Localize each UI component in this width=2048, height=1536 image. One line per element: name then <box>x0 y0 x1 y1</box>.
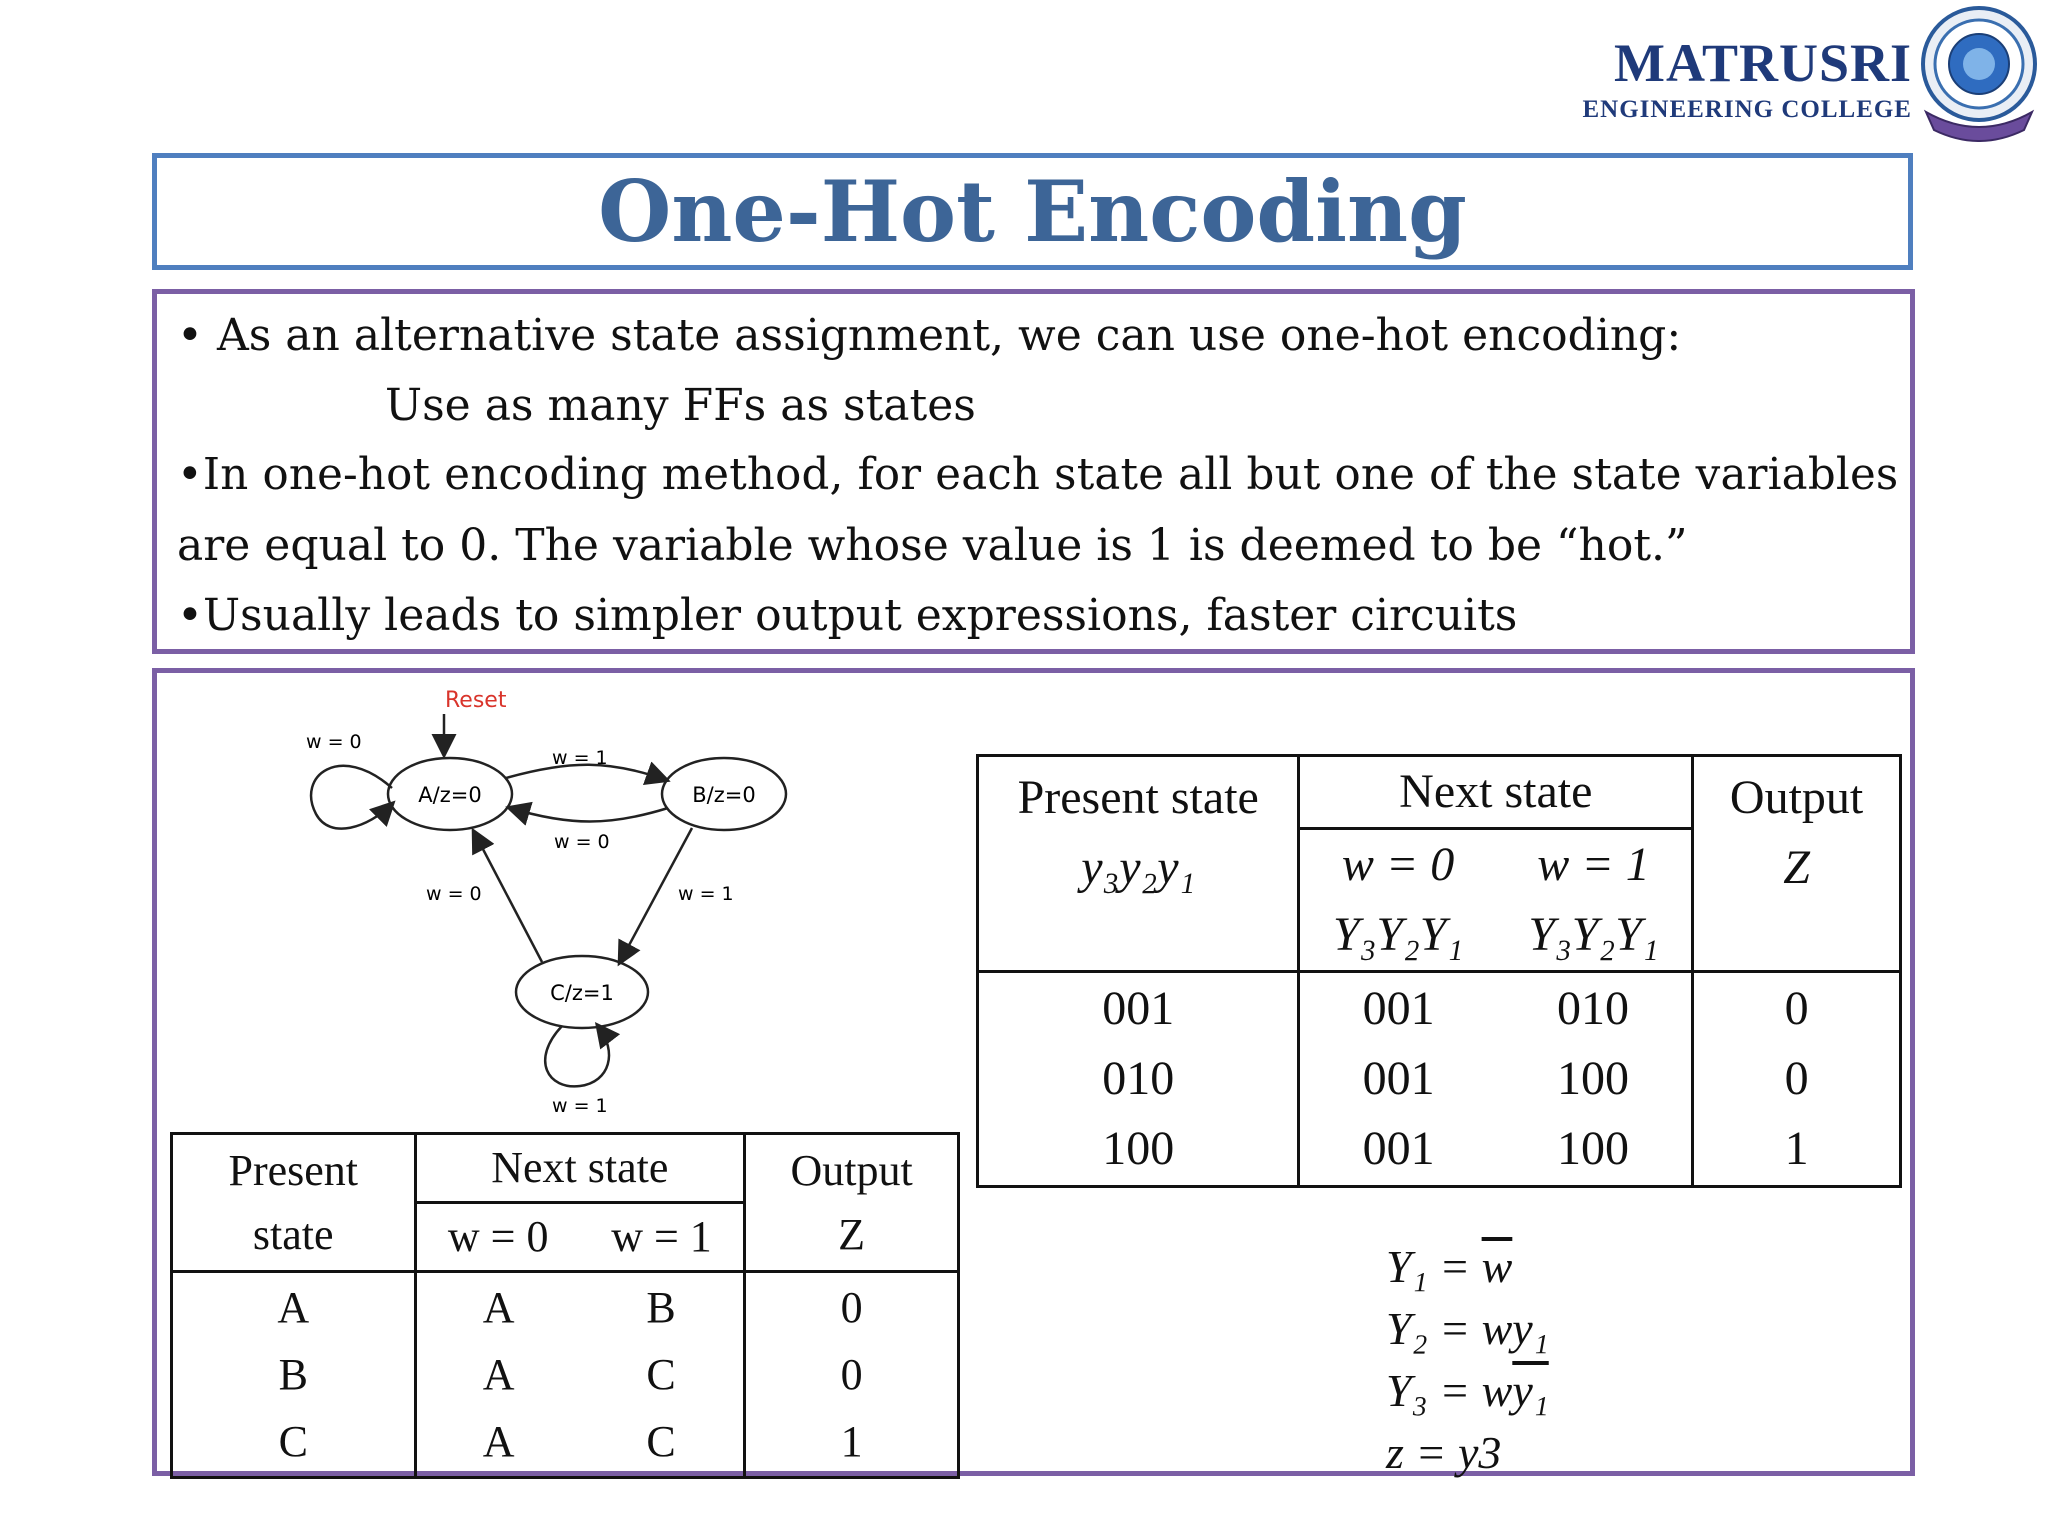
edge-c-self <box>545 1026 609 1086</box>
bullet-2-line-2: are equal to 0. The variable whose value is 1 is deemed to be “hot.” <box>177 520 1688 571</box>
edge-a-self <box>311 766 392 829</box>
header-next-state: Next state w = 0 w = 1 <box>415 1134 745 1272</box>
edge-c-self-label: w = 1 <box>552 1095 608 1117</box>
edge-b-to-a <box>510 808 668 822</box>
next-state-column: A B A C A C <box>415 1272 745 1478</box>
state-c-label: C/z=1 <box>550 981 614 1005</box>
bullet-text-box <box>152 289 1915 654</box>
table-row: B <box>278 1350 308 1399</box>
header-next-state: Next state w = 0 w = 1 Y₃Y₂Y₁ Y₃Y₂Y₁ <box>1299 756 1693 972</box>
header-w1: w = 1 <box>611 1212 712 1261</box>
edge-b-to-c-label: w = 1 <box>678 883 734 905</box>
table-row: C <box>278 1417 308 1466</box>
present-state-column <box>978 972 1299 1187</box>
next-state-column: 001 010 001 100 001 100 <box>1299 972 1693 1187</box>
header-w0: w = 0 <box>447 1212 549 1261</box>
bullet-2-line-1: •In one-hot encoding method, for each state all but one of the state variables <box>177 450 1899 500</box>
college-name: MATRUSRI <box>1613 33 1912 93</box>
title-box <box>152 153 1913 270</box>
edge-c-to-a <box>474 832 542 962</box>
equation-z: z = y3 <box>1386 1427 1502 1478</box>
college-logo-text <box>1583 30 1913 124</box>
equations <box>1386 1236 1549 1484</box>
state-table <box>170 1132 960 1479</box>
state-diagram <box>280 680 840 1120</box>
state-a-label: A/z=0 <box>418 783 482 807</box>
header-w0: w = 0 <box>1341 838 1455 891</box>
equation-y1: $Y_1 = \overline{w}$ <box>1386 1241 1513 1292</box>
present-state-column <box>172 1272 416 1478</box>
reset-label: Reset <box>445 688 507 713</box>
output-column: 0 0 1 <box>1693 972 1901 1187</box>
table-row: 010 <box>1102 1052 1175 1105</box>
edge-a-to-b-label: w = 1 <box>552 747 608 769</box>
slide-title: One-Hot Encoding <box>598 162 1467 261</box>
header-present-state: Present state y₃y₂y₁ <box>978 756 1299 972</box>
edge-b-to-a-label: w = 0 <box>554 831 610 853</box>
header-output: Output Z <box>1693 756 1901 972</box>
equation-y3: Y₃ = wy₁ <box>1386 1365 1549 1416</box>
table-row: A <box>277 1283 310 1332</box>
college-seal-icon <box>1912 2 2046 142</box>
table-row: 001 <box>1102 982 1175 1035</box>
equation-y2: Y₂ = wy₁ <box>1386 1303 1549 1354</box>
output-column: 0 0 1 <box>745 1272 959 1478</box>
edge-a-self-label: w = 0 <box>306 731 362 753</box>
assigned-state-table <box>976 754 1902 1188</box>
state-b-label: B/z=0 <box>692 783 756 807</box>
bullet-1: • As an alternative state assignment, we can use one-hot encoding: <box>177 310 1682 361</box>
header-w1: w = 1 <box>1537 838 1650 891</box>
college-subtitle: ENGINEERING COLLEGE <box>1582 96 1912 123</box>
header-output: Output Z <box>745 1134 959 1272</box>
bullet-3: •Usually leads to simpler output expressions, faster circuits <box>177 590 1518 641</box>
header-present-state: Present state <box>172 1134 416 1272</box>
edge-c-to-a-label: w = 0 <box>426 883 482 905</box>
bullet-1-detail: Use as many FFs as states <box>385 380 976 431</box>
table-row: 100 <box>1102 1122 1175 1175</box>
